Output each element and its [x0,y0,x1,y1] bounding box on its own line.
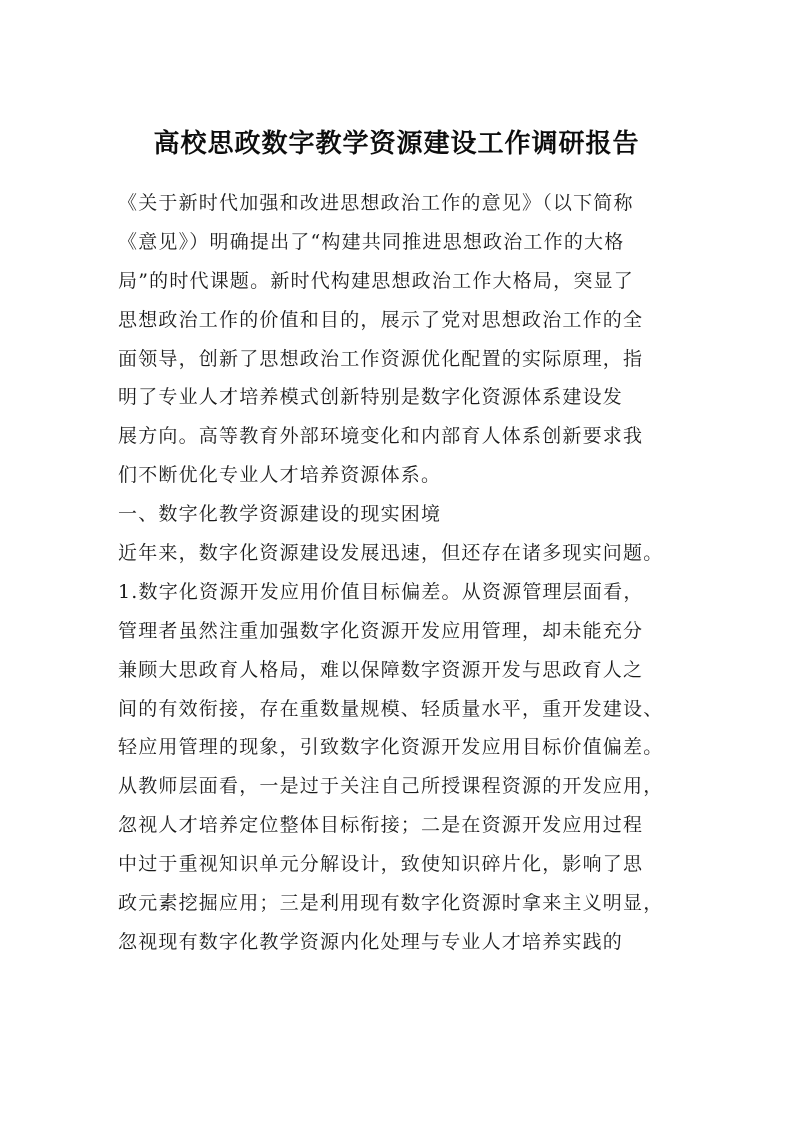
numbered-point-heading: 1.数字化资源开发应用价值目标偏差。从资源管理层面看， [118,580,644,603]
body-line: 展方向。高等教育外部环境变化和内部育人体系创新要求我 [118,425,644,448]
body-line: 轻应用管理的现象，引致数字化资源开发应用目标价值偏差。 [118,736,664,759]
body-line: 思想政治工作的价值和目的，展示了党对思想政治工作的全 [118,308,644,331]
body-line: 忽视现有数字化教学资源内化处理与专业人才培养实践的 [118,930,624,953]
body-line: 管理者虽然注重加强数字化资源开发应用管理，却未能充分 [118,619,644,642]
body-line: 间的有效衔接，存在重数量规模、轻质量水平，重开发建设、 [118,697,664,720]
body-line: 兼顾大思政育人格局，难以保障数字资源开发与思政育人之 [118,658,644,681]
document-body [118,184,698,962]
body-line: 中过于重视知识单元分解设计，致使知识碎片化，影响了思 [118,853,644,876]
body-line: 局”的时代课题。新时代构建思想政治工作大格局，突显了 [118,269,634,292]
body-line: 面领导，创新了思想政治工作资源优化配置的实际原理，指 [118,347,644,370]
body-line: 忽视人才培养定位整体目标衔接；二是在资源开发应用过程 [118,814,644,837]
body-line: 们不断优化专业人才培养资源体系。 [118,464,442,487]
body-line: 从教师层面看，一是过于关注自己所授课程资源的开发应用， [118,775,664,798]
document-title: 高校思政数字教学资源建设工作调研报告 [153,129,640,159]
body-line: 明了专业人才培养模式创新特别是数字化资源体系建设发 [118,386,624,409]
body-line: 政元素挖掘应用；三是利用现有数字化资源时拿来主义明显， [118,892,664,915]
body-line: 《关于新时代加强和改进思想政治工作的意见》（以下简称 [118,192,634,214]
section-heading: 一、数字化教学资源建设的现实困境 [118,503,442,526]
body-line: 近年来，数字化资源建设发展迅速，但还存在诸多现实问题。 [118,542,664,565]
body-line: 《意见》）明确提出了“构建共同推进思想政治工作的大格 [118,230,625,253]
